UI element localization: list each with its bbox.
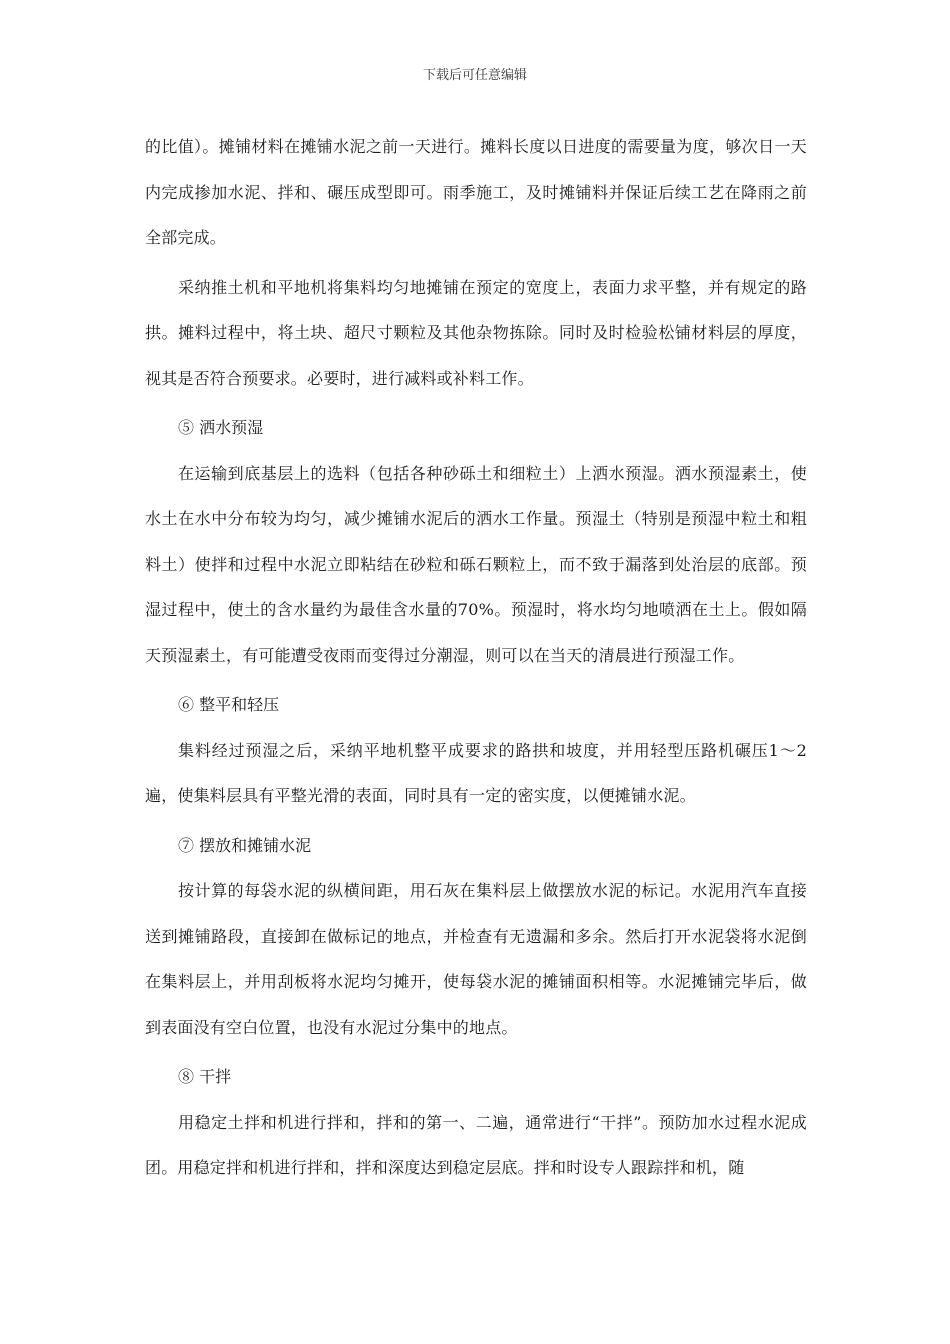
section-heading: ⑥ 整平和轻压 <box>178 695 280 714</box>
paragraph: 按计算的每袋水泥的纵横间距，用石灰在集料层上做摆放水泥的标记。水泥用汽车直接送到摊铺路段，直接卸在做标记的地点，并检查有无遗漏和多余。然后打开水泥袋将水泥倒在集料层上，并用刮板将水泥均匀摊开，使每袋水泥的摊铺面积相等。水泥摊铺完毕后，做到表面没有空白位置，也没有水泥过分集中的地点。 <box>145 881 807 1037</box>
paragraph: 用稳定土拌和机进行拌和，拌和的第一、二遍，通常进行“干拌”。预防加水过程水泥成团。用稳定拌和机进行拌和，拌和深度达到稳定层底。拌和时设专人跟踪拌和机，随 <box>145 1112 807 1177</box>
section-heading: ⑤ 洒水预湿 <box>178 418 264 437</box>
document-body <box>145 124 807 1191</box>
paragraph: 集料经过预湿之后，采纳平地机整平成要求的路拱和坡度，并用轻型压路机碾压1～2遍，使集料层具有平整光滑的表面，同时具有一定的密实度，以便摊铺水泥。 <box>145 740 807 805</box>
paragraph: 采纳推土机和平地机将集料均匀地摊铺在预定的宽度上，表面力求平整，并有规定的路拱。摊料过程中，将土块、超尺寸颗粒及其他杂物拣除。同时及时检验松铺材料层的厚度，视其是否符合预要求。必要时，进行减料或补料工作。 <box>145 277 807 388</box>
page-header: 下载后可任意编辑 <box>422 68 527 83</box>
section-heading: ⑦ 摆放和摊铺水泥 <box>178 835 312 855</box>
paragraph: 的比值）。摊铺材料在摊铺水泥之前一天进行。摊料长度以日进度的需要量为度，够次日一天内完成掺加水泥、拌和、碾压成型即可。雨季施工，及时摊铺料并保证后续工艺在降雨之前全部完成。 <box>145 137 807 247</box>
section-heading: ⑧ 干拌 <box>178 1067 232 1086</box>
paragraph: 在运输到底基层上的选料（包括各种砂砾土和细粒土）上洒水预湿。洒水预湿素土，使水土在水中分布较为均匀，减少摊铺水泥后的洒水工作量。预湿土（特别是预湿中粒土和粗料土）使拌和过程中水泥立即粘结在砂粒和砾石颗粒上，而不致于漏落到处治层的底部。预湿过程中，使土的含水量约为最佳含水量的70%。预湿时，将水均匀地喷洒在土上。假如隔天预湿素土，有可能遭受夜雨而变得过分潮湿，则可以在当天的清晨进行预湿工作。 <box>145 463 807 665</box>
